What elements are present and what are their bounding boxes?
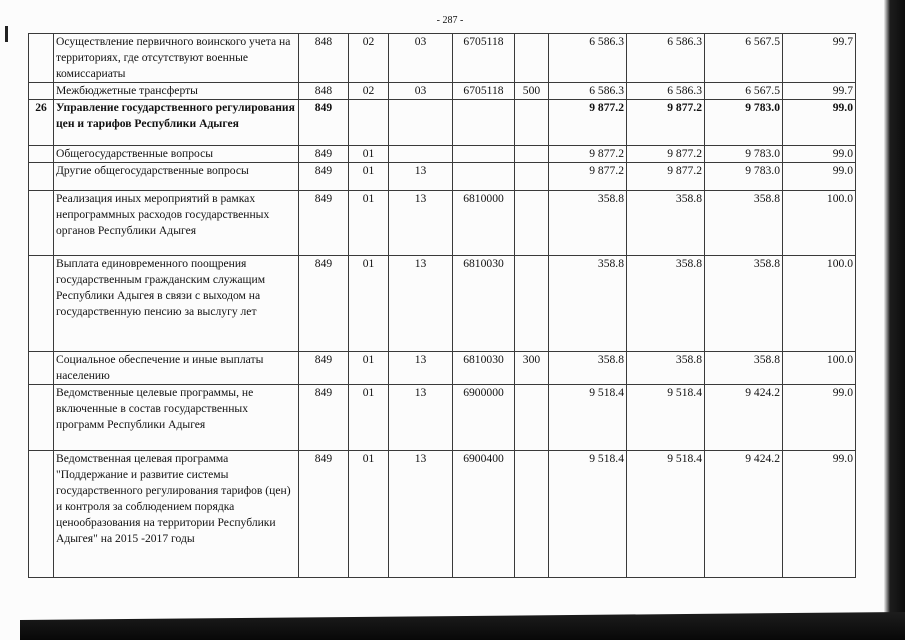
row-number [29,163,54,191]
executed-amount: 6 567.5 [705,83,783,100]
revised-amount: 358.8 [627,191,705,256]
executed-amount: 9 783.0 [705,100,783,146]
target-article [453,163,515,191]
approved-amount: 9 877.2 [549,163,627,191]
executed-amount: 358.8 [705,352,783,385]
ministry-code: 849 [299,191,349,256]
ministry-code: 849 [299,385,349,451]
row-name: Ведомственная целевая программа "Поддержание и развитие системы государственного регулирования тарифов (цен) и контроля за соблюдением порядка ценообразования на территории Республики Адыгея" на 2015 -2017 годы [54,451,299,578]
page-number: - 287 - [436,15,464,26]
subsection-code: 13 [389,385,453,451]
target-article [453,100,515,146]
approved-amount: 9 877.2 [549,100,627,146]
row-number [29,83,54,100]
subsection-code: 13 [389,163,453,191]
section-code: 01 [349,191,389,256]
execution-percent: 99.0 [783,385,856,451]
execution-percent: 100.0 [783,191,856,256]
target-article: 6900400 [453,451,515,578]
scan-edge-bottom [20,612,905,640]
table-row [29,352,856,385]
target-article: 6705118 [453,34,515,83]
expense-type [515,100,549,146]
ministry-code: 849 [299,146,349,163]
approved-amount: 9 518.4 [549,385,627,451]
revised-amount: 358.8 [627,256,705,352]
table-row [29,163,856,191]
section-code: 01 [349,385,389,451]
row-number [29,34,54,83]
approved-amount: 358.8 [549,352,627,385]
executed-amount: 9 783.0 [705,146,783,163]
table-row [29,146,856,163]
executed-amount: 358.8 [705,256,783,352]
revised-amount: 6 586.3 [627,83,705,100]
ministry-code: 849 [299,100,349,146]
row-name: Другие общегосударственные вопросы [54,163,299,191]
expense-type: 300 [515,352,549,385]
row-number [29,191,54,256]
executed-amount: 358.8 [705,191,783,256]
expense-type [515,451,549,578]
ministry-code: 849 [299,163,349,191]
section-code [349,100,389,146]
approved-amount: 6 586.3 [549,83,627,100]
executed-amount: 9 424.2 [705,451,783,578]
executed-amount: 9 783.0 [705,163,783,191]
execution-percent: 100.0 [783,256,856,352]
target-article: 6810000 [453,191,515,256]
table-row [29,451,856,578]
section-code: 01 [349,146,389,163]
approved-amount: 9 518.4 [549,451,627,578]
revised-amount: 9 518.4 [627,451,705,578]
table-row [29,385,856,451]
approved-amount: 6 586.3 [549,34,627,83]
executed-amount: 6 567.5 [705,34,783,83]
section-code: 01 [349,352,389,385]
target-article: 6810030 [453,352,515,385]
table-row [29,34,856,83]
row-name: Реализация иных мероприятий в рамках непрограммных расходов государственных органов Республики Адыгея [54,191,299,256]
subsection-code: 03 [389,83,453,100]
table-row [29,256,856,352]
section-code: 02 [349,83,389,100]
target-article: 6810030 [453,256,515,352]
row-name: Выплата единовременного поощрения государственным гражданским служащим Республики Адыгея в связи с выходом на государственную пенсию за выслугу лет [54,256,299,352]
approved-amount: 358.8 [549,256,627,352]
ministry-code: 848 [299,34,349,83]
row-number [29,385,54,451]
section-code: 01 [349,163,389,191]
subsection-code: 13 [389,256,453,352]
execution-percent: 99.0 [783,451,856,578]
row-name: Общегосударственные вопросы [54,146,299,163]
approved-amount: 358.8 [549,191,627,256]
row-name: Ведомственные целевые программы, не включенные в состав государственных программ Республики Адыгея [54,385,299,451]
execution-percent: 99.0 [783,163,856,191]
expense-type [515,146,549,163]
execution-percent: 99.0 [783,146,856,163]
subsection-code [389,100,453,146]
execution-percent: 99.7 [783,34,856,83]
target-article [453,146,515,163]
row-name: Управление государственного регулирования цен и тарифов Республики Адыгея [54,100,299,146]
execution-percent: 99.7 [783,83,856,100]
table-row [29,191,856,256]
execution-percent: 99.0 [783,100,856,146]
ministry-code: 849 [299,352,349,385]
revised-amount: 9 877.2 [627,100,705,146]
subsection-code: 13 [389,191,453,256]
expense-type [515,385,549,451]
revised-amount: 9 877.2 [627,163,705,191]
expense-type [515,191,549,256]
table-row [29,83,856,100]
row-number [29,256,54,352]
expense-type [515,256,549,352]
ministry-code: 848 [299,83,349,100]
target-article: 6900000 [453,385,515,451]
revised-amount: 358.8 [627,352,705,385]
revised-amount: 6 586.3 [627,34,705,83]
row-number: 26 [29,100,54,146]
executed-amount: 9 424.2 [705,385,783,451]
ministry-code: 849 [299,256,349,352]
subsection-code: 13 [389,352,453,385]
table-row [29,100,856,146]
expense-type [515,163,549,191]
subsection-code: 13 [389,451,453,578]
row-number [29,352,54,385]
margin-mark [5,26,8,42]
section-code: 01 [349,256,389,352]
revised-amount: 9 877.2 [627,146,705,163]
row-name: Осуществление первичного воинского учета на территориях, где отсутствуют военные комиссариаты [54,34,299,83]
target-article: 6705118 [453,83,515,100]
row-number [29,451,54,578]
ministry-code: 849 [299,451,349,578]
budget-table [28,33,856,578]
expense-type: 500 [515,83,549,100]
execution-percent: 100.0 [783,352,856,385]
expense-type [515,34,549,83]
section-code: 02 [349,34,389,83]
revised-amount: 9 518.4 [627,385,705,451]
subsection-code: 03 [389,34,453,83]
approved-amount: 9 877.2 [549,146,627,163]
row-name: Межбюджетные трансферты [54,83,299,100]
subsection-code [389,146,453,163]
scan-edge-right [884,0,905,618]
section-code: 01 [349,451,389,578]
row-name: Социальное обеспечение и иные выплаты населению [54,352,299,385]
row-number [29,146,54,163]
